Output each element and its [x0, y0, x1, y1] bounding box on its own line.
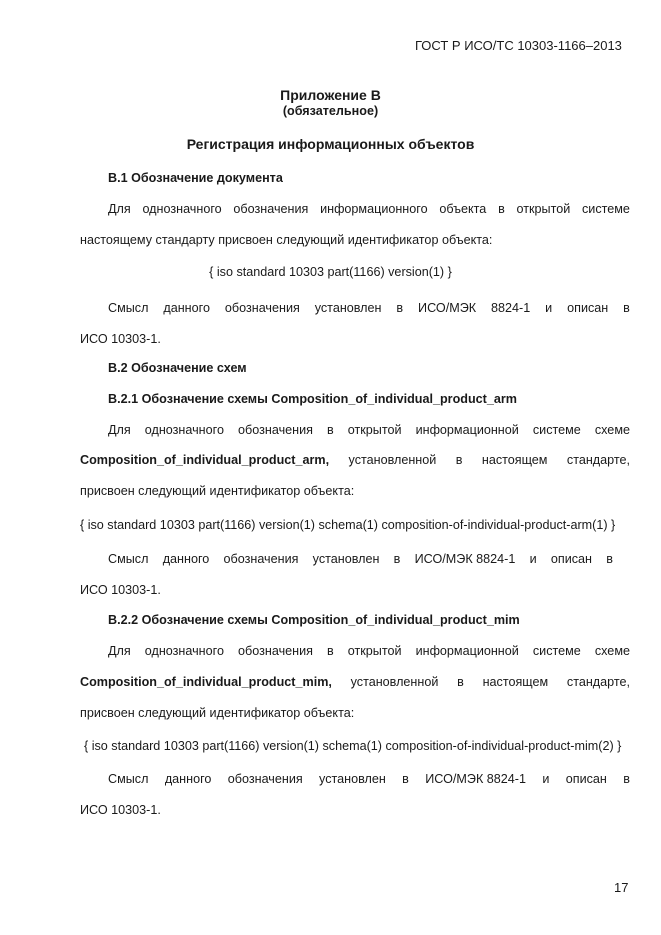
section-b21-title: В.2.1 Обозначение схемы Composition_of_individual_product_arm	[108, 392, 517, 406]
word: Смысл	[108, 301, 149, 315]
word: и	[529, 552, 537, 566]
word: в	[327, 644, 334, 658]
page-number: 17	[614, 880, 629, 895]
word: схеме	[594, 644, 630, 658]
word: данного	[164, 772, 212, 786]
word: установленной	[348, 453, 437, 467]
word: Для	[108, 644, 131, 658]
section-b1-meaning-line2: ИСО 10303-1.	[80, 332, 161, 346]
word: обозначения	[227, 772, 303, 786]
word: стандарте,	[566, 675, 630, 689]
word: однозначного	[144, 644, 224, 658]
word: системе	[532, 423, 581, 437]
standard-number: ГОСТ Р ИСО/ТС 10303-1166–2013	[415, 38, 622, 53]
word: Смысл	[108, 552, 149, 566]
word: обозначения	[233, 202, 309, 216]
word: открытой	[347, 423, 402, 437]
word: и	[542, 772, 550, 786]
section-b22-title: В.2.2 Обозначение схемы Composition_of_individual_product_mim	[108, 613, 520, 627]
section-b21-para-line3: присвоен следующий идентификатор объекта:	[80, 484, 355, 498]
word: 8824-1	[491, 301, 531, 315]
section-b21-para-line1	[108, 422, 630, 438]
section-b21-identifier: { iso standard 10303 part(1166) version(1) schema(1) composition-of-individual-product-arm(1) }	[80, 518, 616, 532]
word: Смысл	[108, 772, 149, 786]
word: настоящем	[481, 453, 548, 467]
word: в	[457, 675, 464, 689]
word: ИСО/МЭК 8824-1	[425, 772, 526, 786]
word: описан	[567, 301, 609, 315]
word: системе	[582, 202, 630, 216]
word: настоящем	[482, 675, 549, 689]
word: описан	[550, 552, 593, 566]
section-b21-para-line2	[80, 452, 630, 468]
word: в	[327, 423, 334, 437]
section-b22-para-line3: присвоен следующий идентификатор объекта:	[80, 706, 355, 720]
section-b1-identifier: { iso standard 10303 part(1166) version(1) }	[209, 265, 452, 279]
word: обозначения	[238, 644, 313, 658]
word: ИСО/МЭК	[418, 301, 477, 315]
word: в	[455, 453, 463, 467]
schema-name: Composition_of_individual_product_arm,	[80, 453, 330, 467]
appendix-title: Приложение В	[280, 87, 381, 103]
section-b22-meaning-line2: ИСО 10303-1.	[80, 803, 161, 817]
section-b21-meaning-line2: ИСО 10303-1.	[80, 583, 161, 597]
section-b1-para-line1	[108, 201, 630, 217]
section-b21-meaning-line1	[108, 551, 613, 567]
word: установлен	[319, 772, 386, 786]
section-b22-identifier: { iso standard 10303 part(1166) version(1) schema(1) composition-of-individual-product-mim(2) }	[84, 739, 622, 753]
word: Для	[108, 202, 131, 216]
word: установленной	[350, 675, 439, 689]
word: в	[623, 772, 630, 786]
word: информационной	[415, 423, 519, 437]
word: установлен	[312, 552, 380, 566]
word: информационного	[320, 202, 428, 216]
word: однозначного	[142, 202, 222, 216]
word: в	[396, 301, 404, 315]
section-b1-para-line2: настоящему стандарту присвоен следующий идентификатор объекта:	[80, 233, 493, 247]
section-b1-meaning-line1	[108, 300, 630, 316]
word: стандарте,	[566, 453, 630, 467]
word: установлен	[314, 301, 382, 315]
word: системе	[532, 644, 581, 658]
word: схеме	[594, 423, 630, 437]
word: обозначения	[223, 552, 299, 566]
appendix-heading: Регистрация информационных объектов	[186, 136, 475, 152]
word: данного	[162, 552, 210, 566]
word: в	[498, 202, 505, 216]
word: и	[545, 301, 553, 315]
word: информационной	[415, 644, 519, 658]
appendix-status: (обязательное)	[282, 104, 379, 118]
word: открытой	[516, 202, 571, 216]
section-b1-title: В.1 Обозначение документа	[108, 171, 283, 185]
word: обозначения	[224, 301, 300, 315]
word: объекта	[439, 202, 487, 216]
section-b22-para-line2	[80, 674, 630, 690]
word: описан	[565, 772, 607, 786]
word: в	[606, 552, 613, 566]
word: данного	[163, 301, 210, 315]
word: обозначения	[238, 423, 313, 437]
schema-name: Composition_of_individual_product_mim,	[80, 675, 332, 689]
section-b22-para-line1	[108, 643, 630, 659]
word: открытой	[347, 644, 402, 658]
word: ИСО/МЭК 8824-1	[414, 552, 516, 566]
word: однозначного	[144, 423, 224, 437]
section-b22-meaning-line1	[108, 771, 630, 787]
word: Для	[108, 423, 131, 437]
word: в	[402, 772, 409, 786]
word: в	[623, 301, 630, 315]
word: в	[393, 552, 401, 566]
section-b2-title: В.2 Обозначение схем	[108, 361, 247, 375]
